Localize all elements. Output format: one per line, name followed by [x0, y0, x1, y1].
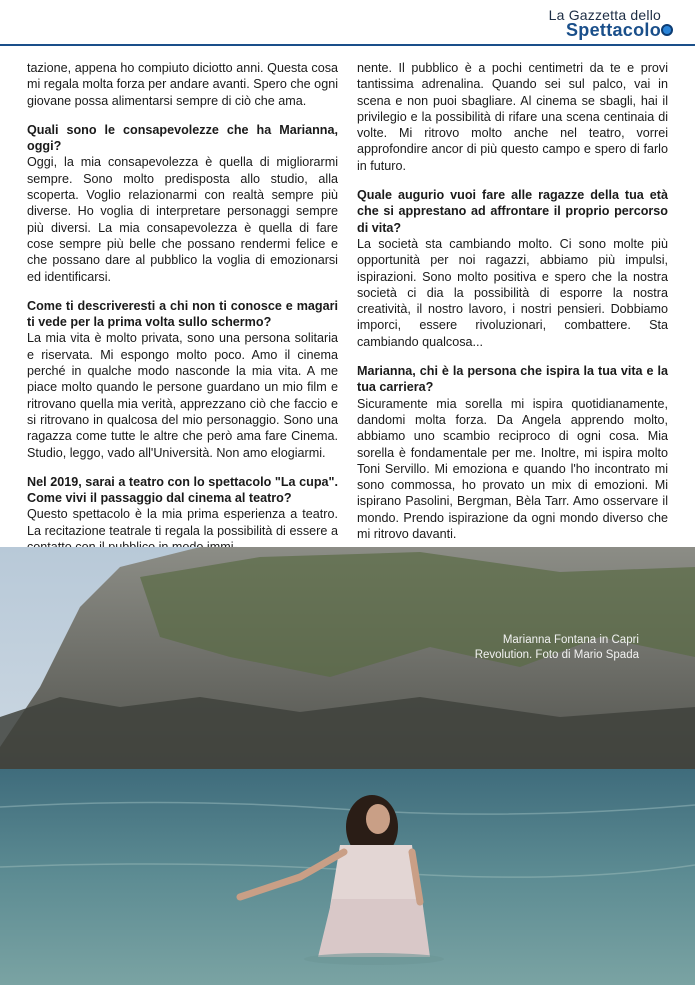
answer-paragraph: La mia vita è molto privata, sono una persona solitaria e riservata. Mi espongo molto poco. Amo il cinema perché in qualche modo nasconde la mia vita. A me piace molto quando le persone guardano un mio film e ritrovano quella mia verità, apprezzano ciò che faccio e si ritrovano in qualcosa del mio personaggio. Sono una ragazza come tutte le altre che però ama fare Cinema. Studio, leggo, vado all'Università. Non amo elogiarmi.: [27, 331, 338, 460]
question-heading: Quale augurio vuoi fare alle ragazze della tua età che si apprestano ad affrontare il proprio percorso di vita?: [357, 188, 668, 235]
left-text-column: [27, 60, 338, 555]
masthead: [0, 0, 695, 48]
article-photo: [0, 547, 695, 985]
question-heading: Come ti descriveresti a chi non ti conosce e magari ti vede per la prima volta sullo schermo?: [27, 298, 338, 330]
answer-paragraph: Oggi, la mia consapevolezza è quella di migliorarmi sempre. Sono molto predisposta allo studio, alla scoperta. Voglio relazionarmi con realtà sempre più diverse. Ho voglia di interpretare personaggi sempre più diversi. La mia consapevolezza è quella di fare cose sempre più belle che possano rendermi felice e che possano dare al pubblico la voglia di emozionarsi ed identificarsi.: [27, 155, 338, 284]
continued-paragraph: nente. Il pubblico è a pochi centimetri da te e provi tantissima adrenalina. Quando sei sul palco, vai in scena e non puoi sbagliare. Al cinema se sbagli, hai il privilegio e la possibilità di rifare una scena centinaia di volte. Mi ritrovo molto anche nel teatro, vorrei approfondire ancor di più questo campo e spero di farlo in futuro.: [357, 61, 668, 173]
right-text-column: [357, 60, 668, 569]
photo-caption-line1: Marianna Fontana in Capri: [502, 634, 639, 646]
masthead-brand-line1: La Gazzetta dello: [548, 7, 661, 23]
question-heading: Quali sono le consapevolezze che ha Marianna, oggi?: [27, 122, 338, 154]
question-heading: Nel 2019, sarai a teatro con lo spettacolo "La cupa". Come vivi il passaggio dal cinema al teatro?: [27, 474, 338, 506]
photo-caption-line2: Revolution. Foto di Mario Spada: [474, 649, 639, 661]
intro-paragraph: tazione, appena ho compiuto diciotto anni. Questa cosa mi regala molta forza per andare avanti. Spero che ogni giovane possa alimentarsi sempre di ciò che ama.: [27, 61, 338, 108]
answer-paragraph: Sicuramente mia sorella mi ispira quotidianamente, dandomi molta forza. Da Angela apprendo molto, abbiamo uno scambio reciproco di ogni cosa. Mia sorella è fondamentale per me. Inoltre, mi ispira molto Toni Servillo. Mi emoziona e quando l'ho incontrato mi sono commossa, ho provato un mix di emozioni. Mi ispirano Pasolini, Bergman, Bèla Tarr. Amo osservare il mondo. Prendo ispirazione da ogni mondo diverso che mi ritrovo davanti.: [357, 396, 668, 542]
question-heading: Marianna, chi è la persona che ispira la tua vita e la tua carriera?: [357, 364, 668, 395]
photo-caption: [419, 633, 639, 663]
answer-paragraph: La società sta cambiando molto. Ci sono molte più opportunità per noi ragazzi, abbiamo più impulsi, ispirazioni. Sono molto positiva e spero che la nostra società ci dia la possibilità di esporre la nostra creatività, il nostro lavoro, i nostri pensieri. Dobbiamo imporci, essere rivoluzionari, combattere. Sta cambiando qualcosa...: [357, 236, 668, 349]
brand-logo-dot-icon: [661, 24, 673, 36]
masthead-rule: [0, 44, 695, 46]
masthead-brand-line2: Spettacolo: [565, 20, 661, 40]
photo-illustration: [0, 547, 695, 985]
answer-paragraph: Questo spettacolo è la mia prima esperienza a teatro. La recitazione teatrale ti regala la possibilità di essere a: [27, 507, 338, 538]
